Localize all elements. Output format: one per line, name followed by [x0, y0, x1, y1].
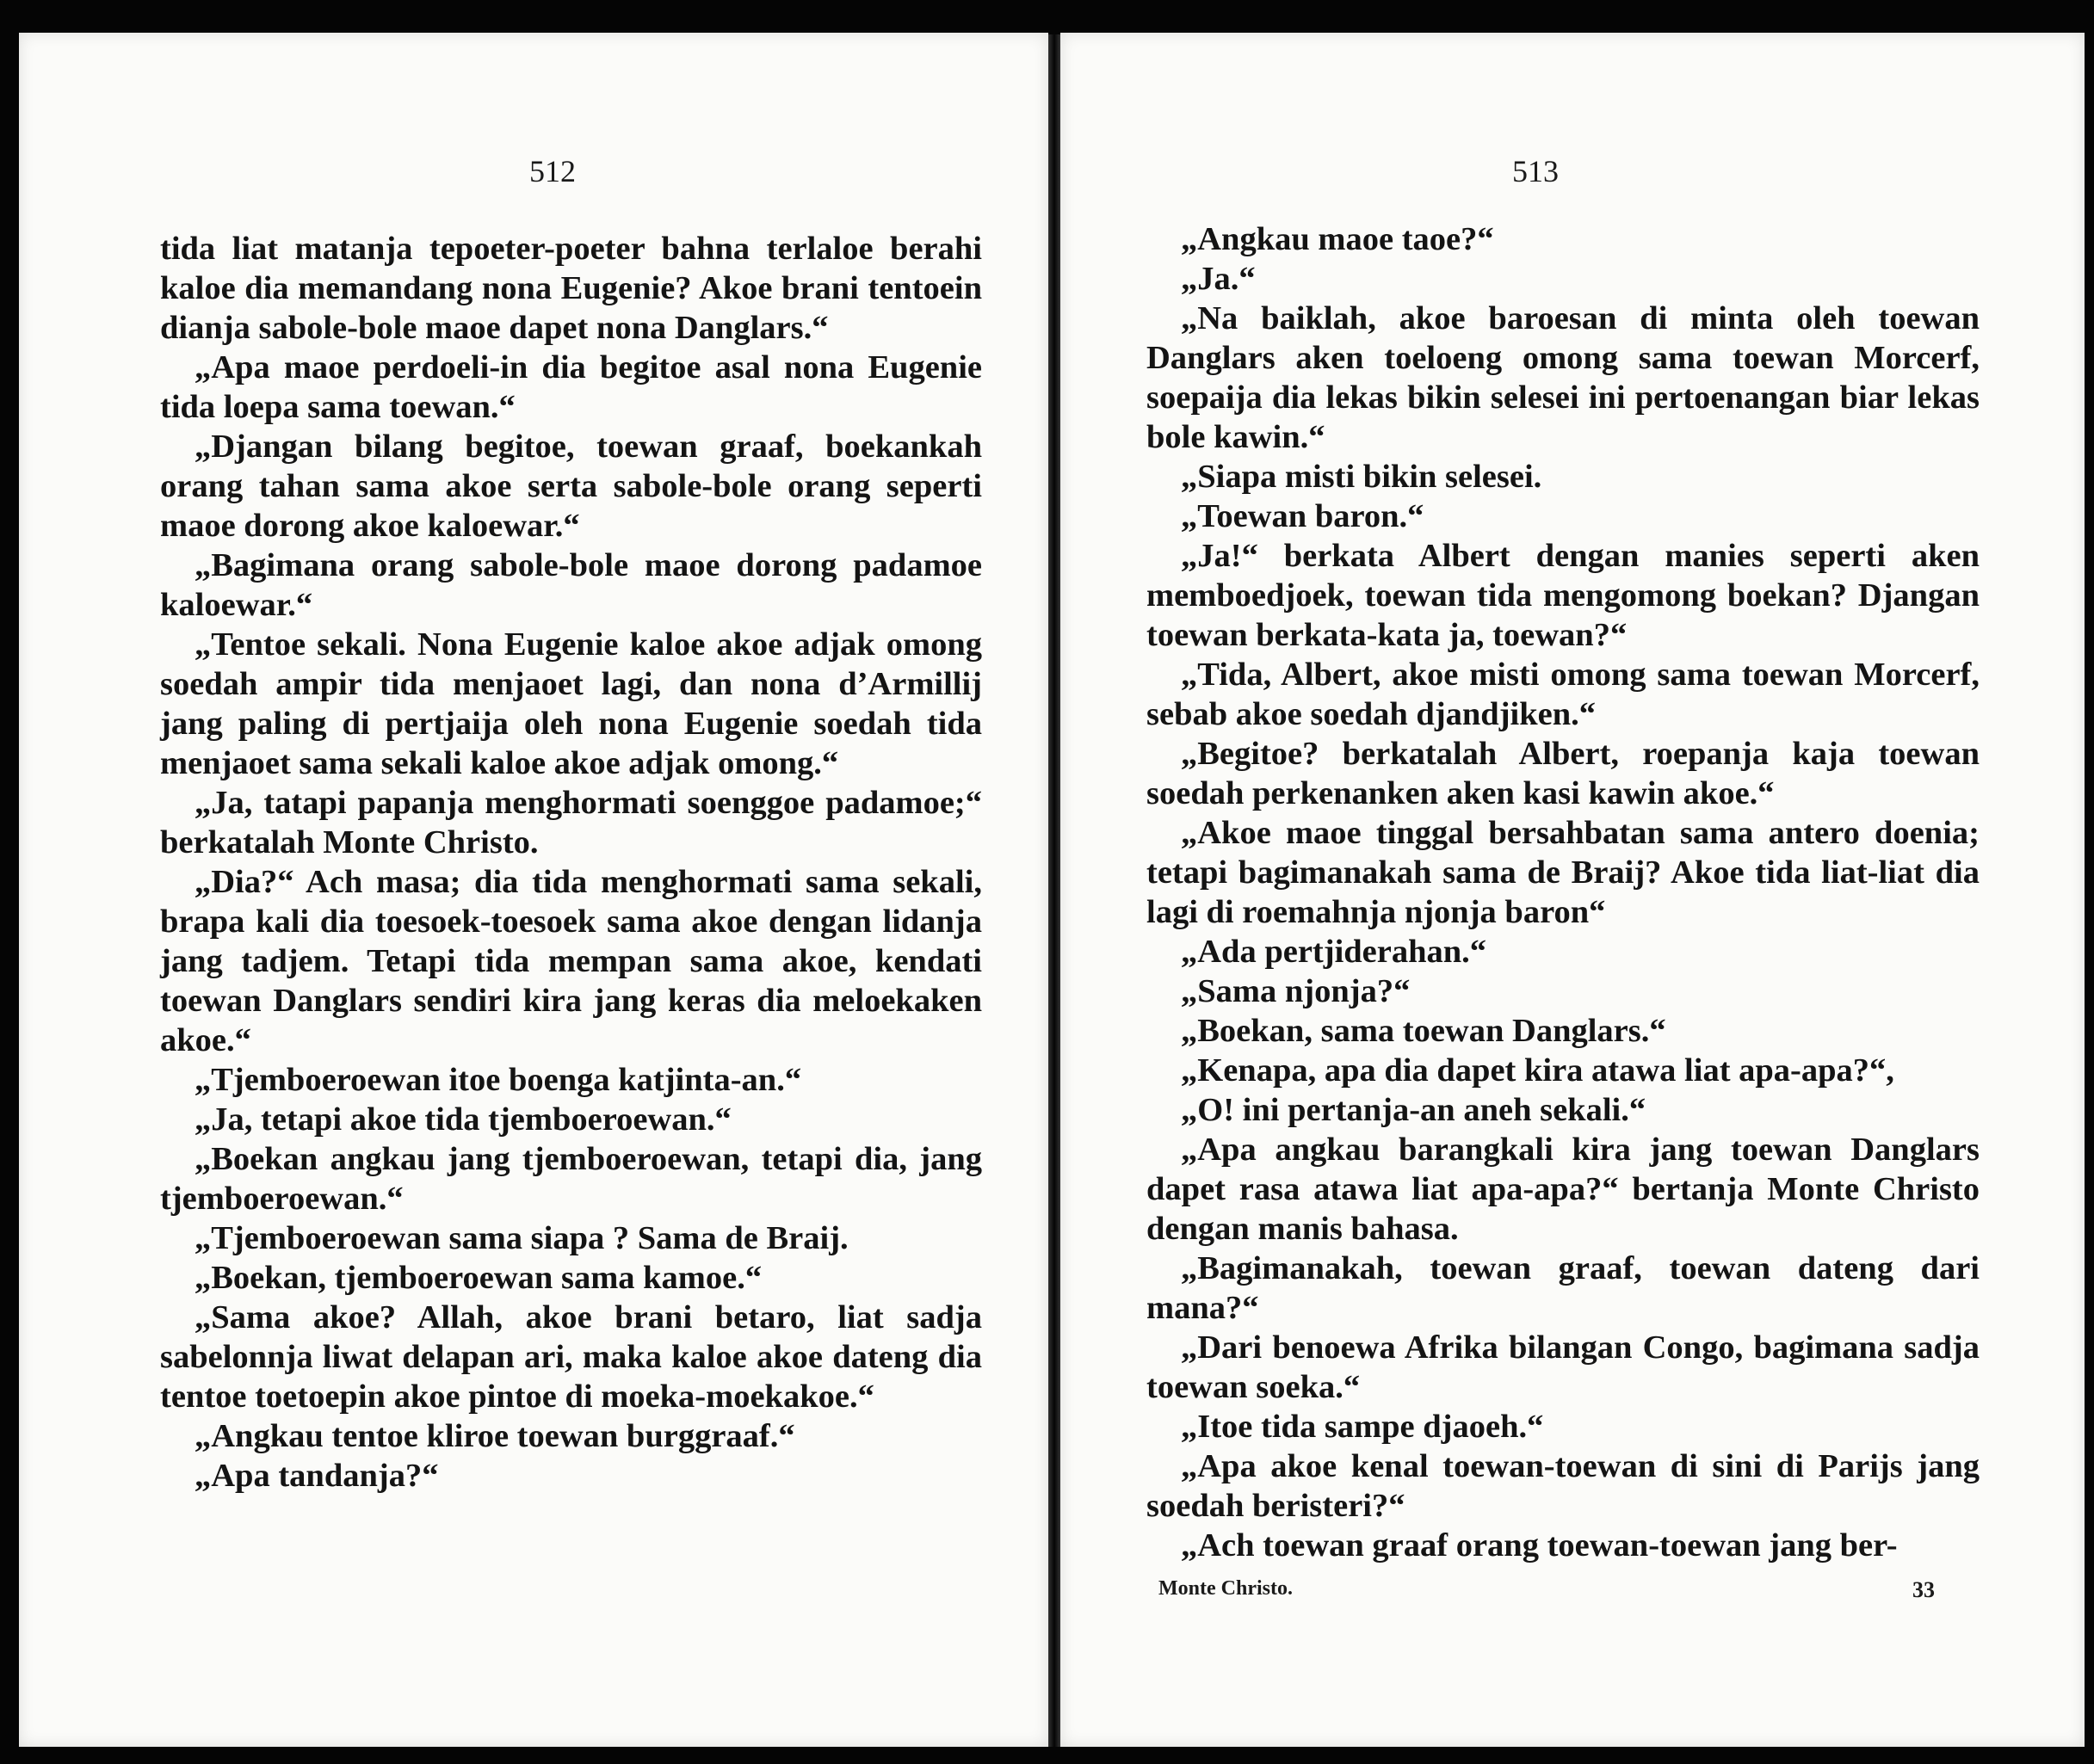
paragraph: „Ada pertjiderahan.“: [1181, 934, 1487, 970]
paragraph: „Ja, tatapi papanja menghormati soenggoe padamoe;“ berkatalah Monte Christo.: [160, 785, 982, 860]
paragraph: „Boekan, sama toewan Danglars.“: [1181, 1013, 1666, 1049]
right-page-text: [1146, 219, 1980, 1565]
paragraph: „Apa maoe perdoeli-in dia begitoe asal nona Eugenie tida loepa sama toewan.“: [160, 349, 982, 425]
paragraph: „Itoe tida sampe djaoeh.“: [1181, 1409, 1544, 1445]
paragraph: „Ja!“ berkata Albert dengan manies seperti aken memboedjoek, toewan tida mengomong boekan? Djangan toewan berkata-kata ja, toewan?“: [1146, 538, 1980, 653]
paragraph: „Begitoe? berkatalah Albert, roepanja kaja toewan soedah perkenanken aken kasi kawin akoe.“: [1146, 736, 1980, 811]
paragraph: „Apa tandanja?“: [195, 1458, 439, 1494]
paragraph: „Apa angkau barangkali kira jang toewan Danglars dapet rasa atawa liat apa-apa?“ bertanja Monte Christo dengan manis bahasa.: [1146, 1132, 1980, 1247]
paragraph: „Toewan baron.“: [1181, 498, 1424, 534]
paragraph: „Dari benoewa Afrika bilangan Congo, bagimana sadja toewan soeka.“: [1146, 1329, 1980, 1405]
paragraph: „Sama akoe? Allah, akoe brani betaro, liat sadja sabelonnja liwat delapan ari, maka kaloe akoe dateng dia tentoe toetoepin akoe pintoe di moeka-moekakoe.“: [160, 1299, 982, 1415]
paragraph: „Tentoe sekali. Nona Eugenie kaloe akoe adjak omong soedah ampir tida menjaoet lagi, dan nona d’Armillij jang paling di pertjaija oleh nona Eugenie soedah tida menjaoet sama sekali kaloe akoe adjak omong.“: [160, 626, 982, 781]
paragraph: „Sama njonja?“: [1181, 973, 1411, 1009]
left-page-text: [160, 229, 982, 1496]
paragraph: „Boekan angkau jang tjemboeroewan, tetapi dia, jang tjemboeroewan.“: [160, 1141, 982, 1217]
paragraph: „Ach toewan graaf orang toewan-toewan jang ber-: [1181, 1527, 1898, 1564]
paragraph: „Akoe maoe tinggal bersahbatan sama antero doenia; tetapi bagimanakah sama de Braij? Akoe tida liat-liat dia lagi di roemahnja njonja baron“: [1146, 815, 1980, 930]
paragraph: „Tjemboeroewan itoe boenga katjinta-an.“: [195, 1062, 802, 1098]
paragraph: „Tjemboeroewan sama siapa ? Sama de Braij.: [195, 1220, 849, 1256]
paragraph: „Bagimana orang sabole-bole maoe dorong padamoe kaloewar.“: [160, 547, 982, 623]
book-gutter: [1048, 34, 1060, 1747]
paragraph: „Angkau tentoe kliroe toewan burggraaf.“: [195, 1418, 795, 1454]
paragraph: „Ja.“: [1181, 261, 1256, 297]
paragraph: „Tida, Albert, akoe misti omong sama toewan Morcerf, sebab akoe soedah djandjiken.“: [1146, 657, 1980, 732]
footer-book-title: Monte Christo.: [1158, 1577, 1293, 1600]
paragraph: „Na baiklah, akoe baroesan di minta oleh toewan Danglars aken toeloeng omong sama toewan Morcerf, soepaija dia lekas bikin selesei ini pertoenangan biar lekas bole kawin.“: [1146, 300, 1980, 455]
paragraph: „Apa akoe kenal toewan-toewan di sini di Parijs jang soedah beristeri?“: [1146, 1448, 1980, 1524]
left-page: [19, 33, 1048, 1747]
paragraph: „Angkau maoe taoe?“: [1181, 221, 1494, 257]
paragraph: „Kenapa, apa dia dapet kira atawa liat apa-apa?“,: [1181, 1052, 1894, 1089]
footer-signature-mark: 33: [1912, 1577, 1935, 1602]
paragraph: „O! ini pertanja-an aneh sekali.“: [1181, 1092, 1646, 1128]
right-page-number: 513: [1512, 154, 1559, 188]
paragraph: „Dia?“ Ach masa; dia tida menghormati sama sekali, brapa kali dia toesoek-toesoek sama akoe dengan lidanja jang tadjem. Tetapi tida mempan sama akoe, kendati toewan Danglars sendiri kira jang keras dia meloekaken akoe.“: [160, 864, 982, 1058]
paragraph: „Djangan bilang begitoe, toewan graaf, boekankah orang tahan sama akoe serta sabole-bole orang seperti maoe dorong akoe kaloewar.“: [160, 429, 982, 544]
paragraph: „Siapa misti bikin selesei.: [1181, 459, 1542, 495]
left-page-number: 512: [529, 154, 576, 188]
paragraph: „Bagimanakah, toewan graaf, toewan dateng dari mana?“: [1146, 1250, 1980, 1326]
paragraph: „Ja, tetapi akoe tida tjemboeroewan.“: [195, 1101, 732, 1138]
paragraph: tida liat matanja tepoeter-poeter bahna terlaloe berahi kaloe dia memandang nona Eugenie? Akoe brani tentoein dianja sabole-bole maoe dapet nona Danglars.“: [160, 231, 982, 346]
right-page: [1060, 33, 2085, 1747]
paragraph: „Boekan, tjemboeroewan sama kamoe.“: [195, 1260, 763, 1296]
